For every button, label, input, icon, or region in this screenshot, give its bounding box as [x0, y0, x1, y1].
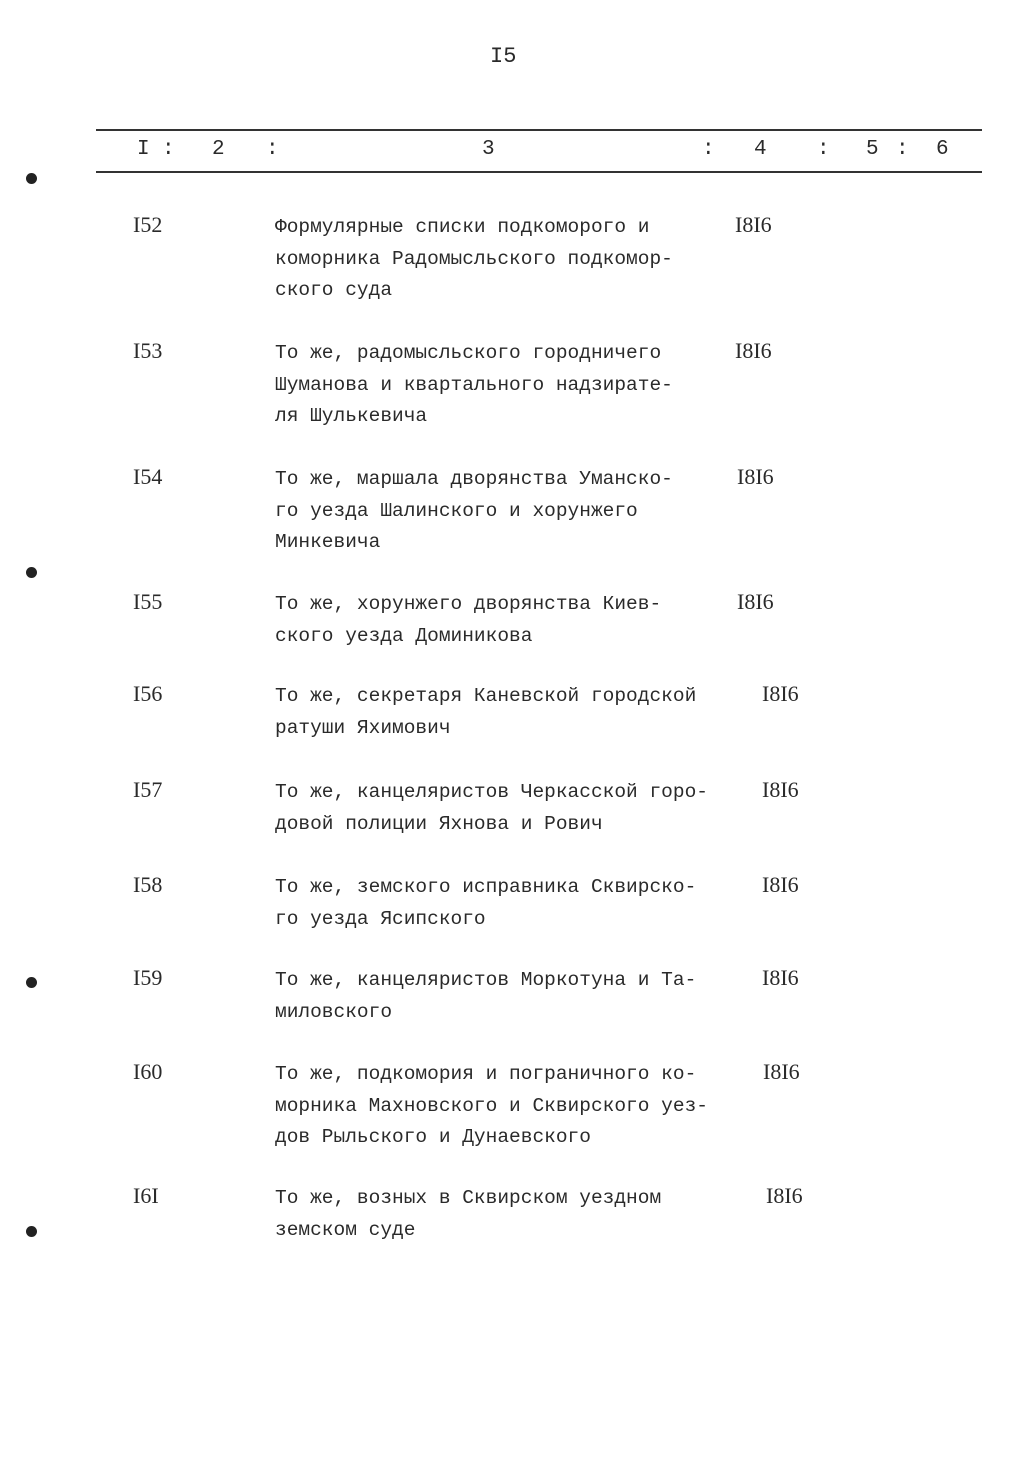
item-description: [275, 1059, 708, 1154]
item-number: I58: [133, 872, 163, 897]
description-line: То же, возных в Сквирском уездном: [275, 1187, 662, 1209]
item-number: I6I: [133, 1183, 159, 1208]
item-year: I8I6: [762, 681, 799, 706]
item-year: I8I6: [762, 872, 799, 897]
item-number: I54: [133, 464, 163, 489]
item-year: I8I6: [735, 212, 772, 237]
description-line: дов Рыльского и Дунаевского: [275, 1126, 591, 1148]
item-number: I56: [133, 681, 163, 706]
column-header-4: 4: [754, 138, 767, 161]
column-separator: :: [162, 138, 175, 161]
binder-hole-mark: [26, 1226, 37, 1237]
description-line: го уезда Шалинского и хорунжего: [275, 499, 638, 522]
description-line: ского уезда Доминикова: [275, 624, 533, 647]
description-line: То же, радомысльского городничего: [275, 342, 662, 364]
item-number: I53: [133, 338, 163, 363]
item-year: I8I6: [763, 1059, 800, 1084]
description-line: довой полиции Яхнова и Рович: [275, 812, 603, 835]
item-number: I60: [133, 1059, 163, 1084]
header-top-rule: [96, 129, 982, 131]
item-description: [275, 212, 673, 307]
header-bottom-rule: [96, 171, 982, 173]
column-header-6: 6: [936, 138, 949, 161]
description-line: го уезда Ясипского: [275, 907, 486, 930]
description-line: ратуши Яхимович: [275, 716, 451, 739]
description-line: То же, секретаря Каневской городской: [275, 685, 697, 707]
column-header-1: I: [137, 138, 150, 161]
item-year: I8I6: [737, 589, 774, 614]
description-line: коморника Радомысльского подкомор-: [275, 247, 673, 270]
column-separator: :: [702, 138, 715, 161]
item-year: I8I6: [735, 338, 772, 363]
description-line: То же, канцеляристов Моркотуна и Та-: [275, 969, 697, 991]
item-number: I57: [133, 777, 163, 802]
item-description: [275, 464, 673, 559]
description-line: То же, земского исправника Сквирско-: [275, 876, 697, 898]
column-header-5: 5: [866, 138, 879, 161]
description-line: То же, маршала дворянства Уманско-: [275, 468, 673, 490]
column-separator: :: [266, 138, 279, 161]
description-line: миловского: [275, 1000, 393, 1023]
item-number: I59: [133, 965, 163, 990]
description-line: Минкевича: [275, 531, 381, 553]
item-year: I8I6: [766, 1183, 803, 1208]
item-year: I8I6: [737, 464, 774, 489]
description-line: Шуманова и квартального надзирате-: [275, 373, 673, 396]
description-line: То же, хорунжего дворянства Киев-: [275, 593, 662, 615]
item-year: I8I6: [762, 965, 799, 990]
item-description: [275, 872, 696, 935]
description-line: То же, подкомория и пограничного ко-: [275, 1063, 697, 1085]
column-separator: :: [817, 138, 830, 161]
item-description: [275, 338, 673, 433]
item-year: I8I6: [762, 777, 799, 802]
item-number: I52: [133, 212, 163, 237]
item-description: [275, 589, 661, 652]
description-line: морника Махновского и Сквирского уез-: [275, 1094, 708, 1117]
binder-hole-mark: [26, 173, 37, 184]
description-line: ского суда: [275, 279, 393, 301]
page-number: I5: [490, 44, 517, 69]
column-header-2: 2: [212, 138, 225, 161]
item-description: [275, 1183, 661, 1246]
item-number: I55: [133, 589, 163, 614]
column-header-3: 3: [482, 138, 495, 161]
description-line: Формулярные списки подкоморого и: [275, 216, 650, 238]
item-description: [275, 681, 696, 744]
item-description: [275, 965, 696, 1028]
item-description: [275, 777, 708, 840]
description-line: То же, канцеляристов Черкасской горо-: [275, 781, 708, 803]
binder-hole-mark: [26, 977, 37, 988]
binder-hole-mark: [26, 567, 37, 578]
column-separator: :: [896, 138, 909, 161]
description-line: земском суде: [275, 1218, 416, 1241]
description-line: ля Шулькевича: [275, 405, 428, 427]
